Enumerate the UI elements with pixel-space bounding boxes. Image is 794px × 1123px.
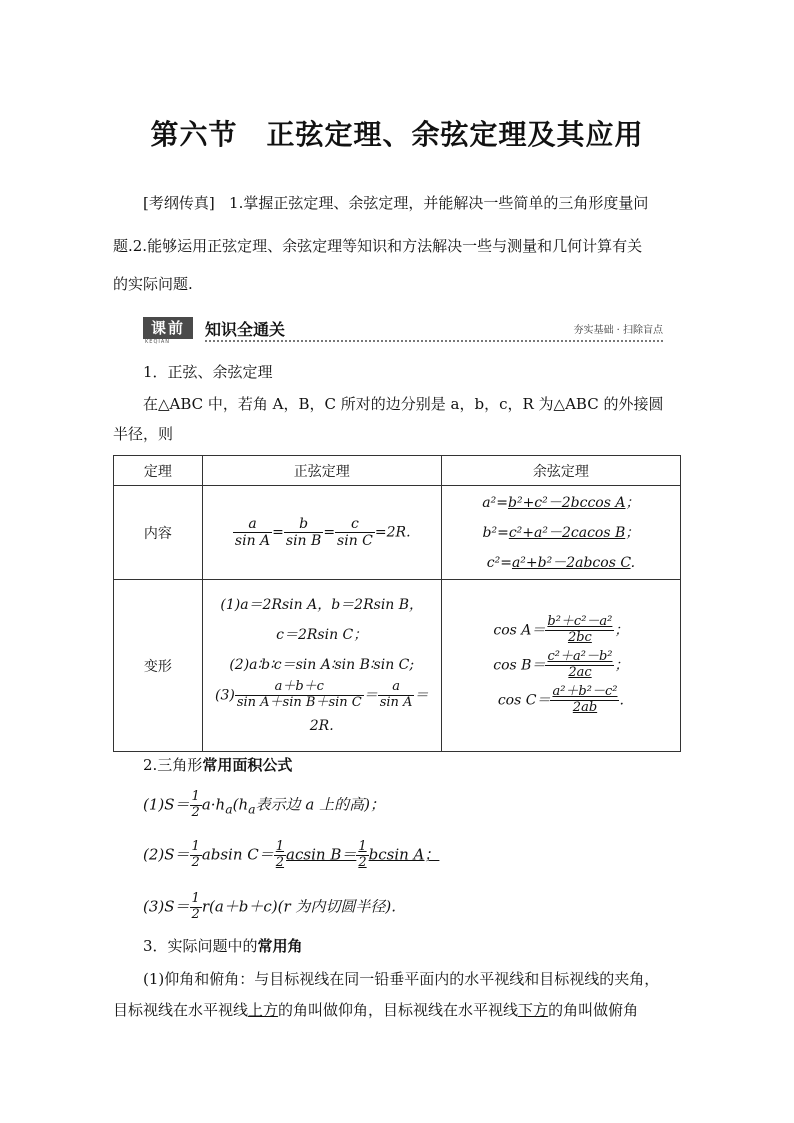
syllabus-line-2: 题.2.能够运用正弦定理、余弦定理等知识和方法解决一些与测量和几何计算有关	[113, 237, 643, 255]
sine-law-transform	[202, 580, 441, 752]
section3-line-1: (1)仰角和俯角：与目标视线在同一铅垂平面内的水平视线和目标视线的夹角，	[143, 970, 660, 988]
fraction-b-sinB: $\frac{b}{\text{sin B}}$	[285, 515, 322, 549]
sine-transform-3: (2)a∶b∶c＝sin A∶sin B∶sin C;	[229, 657, 415, 674]
banner-subtitle: 夯实基础 · 扫除盲点	[573, 325, 663, 336]
area-formula-1: (1)S＝ $\frac{1}{2}$ $a\cdot h_a(h_a$表示边 a 上的高)；	[143, 789, 385, 820]
sine-transform-1: (1)a＝2Rsin A，b＝2Rsin B，	[220, 597, 424, 614]
section3-line-2: 目标视线在水平视线上方的角叫做仰角，目标视线在水平视线下方的角叫做俯角	[113, 1001, 639, 1019]
sine-law-content: $\frac{a}{\text{sin A}}$ = $\frac{b}{\text{sin B}}$ = $\frac{c}{\text{sin C}}$ =2R.	[202, 486, 441, 580]
syllabus-tag: [考纲传真]	[143, 194, 215, 212]
theorem-table	[113, 455, 681, 752]
cos-transform-b: cos B＝ $\frac{\text{c²＋a²－b²}}{2ac}$ ；	[493, 649, 629, 680]
fraction-c-sinC: $\frac{c}{\text{sin C}}$	[337, 515, 373, 549]
row-label-transform: 变形	[114, 580, 203, 752]
syllabus-line-3: 的实际问题.	[113, 275, 193, 293]
banner-badge-sub: KEQIAN	[145, 339, 171, 345]
banner-dotted-rule	[205, 340, 663, 342]
cos-law-c: c²=a²+b²－2abcos C.	[486, 554, 636, 571]
cos-transform-c: cos C＝ $\frac{\text{a²＋b²－c²}}{2ab}$ .	[497, 683, 624, 715]
sine-transform-4: (3) $\frac{a+b+c}{\text{sin A＋sin B＋sin C}}$ ＝ $\frac{a}{\text{sin A}}$ ＝	[214, 679, 429, 710]
cos-transform-a: cos A＝ $\frac{\text{b²＋c²－a²}}{2bc}$ ；	[493, 614, 629, 646]
row-label-content: 内容	[114, 486, 203, 580]
table-header-cosine: 余弦定理	[441, 456, 680, 486]
fraction-a-sinA: $\frac{a}{\text{sin A}}$	[234, 515, 271, 549]
section3-heading: 3．实际问题中的常用角	[143, 937, 303, 955]
area-formula-3: (3)S＝ $\frac{1}{2}$ r(a＋b＋c)(r 为内切圆半径).	[143, 891, 397, 922]
section2-heading: 2.三角形常用面积公式	[143, 756, 293, 774]
banner-badge: 课前	[143, 317, 193, 339]
table-header-theorem: 定理	[114, 456, 203, 486]
table-header-sine: 正弦定理	[202, 456, 441, 486]
cosine-law-transform	[441, 580, 680, 752]
cos-law-b: b²=c²+a²－2cacos B；	[482, 524, 640, 541]
banner-title: 知识全通关	[205, 320, 286, 339]
syllabus-line-1	[143, 193, 648, 214]
sine-transform-5: 2R.	[309, 717, 334, 734]
area-formula-2: (2)S＝ $\frac{1}{2}$ absin C＝ $\frac{1}{2}$ acsin B＝ $\frac{1}{2}$ bcsin A；	[143, 839, 440, 870]
section1-heading: 1．正弦、余弦定理	[143, 363, 273, 381]
cos-law-a: a²=b²+c²－2bccos A；	[482, 494, 640, 511]
sine-transform-2: c＝2Rsin C；	[276, 627, 368, 644]
section1-intro-1: 在△ABC 中，若角 A，B，C 所对的边分别是 a，b，c，R 为△ABC 的外接圆	[143, 395, 664, 413]
syllabus-text-1: 1.掌握正弦定理、余弦定理，并能解决一些简单的三角形度量问	[229, 194, 649, 212]
section1-intro-2: 半径，则	[113, 425, 174, 443]
page-title: 第六节 正弦定理、余弦定理及其应用	[150, 118, 644, 151]
section-banner	[143, 315, 663, 345]
cosine-law-content	[441, 486, 680, 580]
